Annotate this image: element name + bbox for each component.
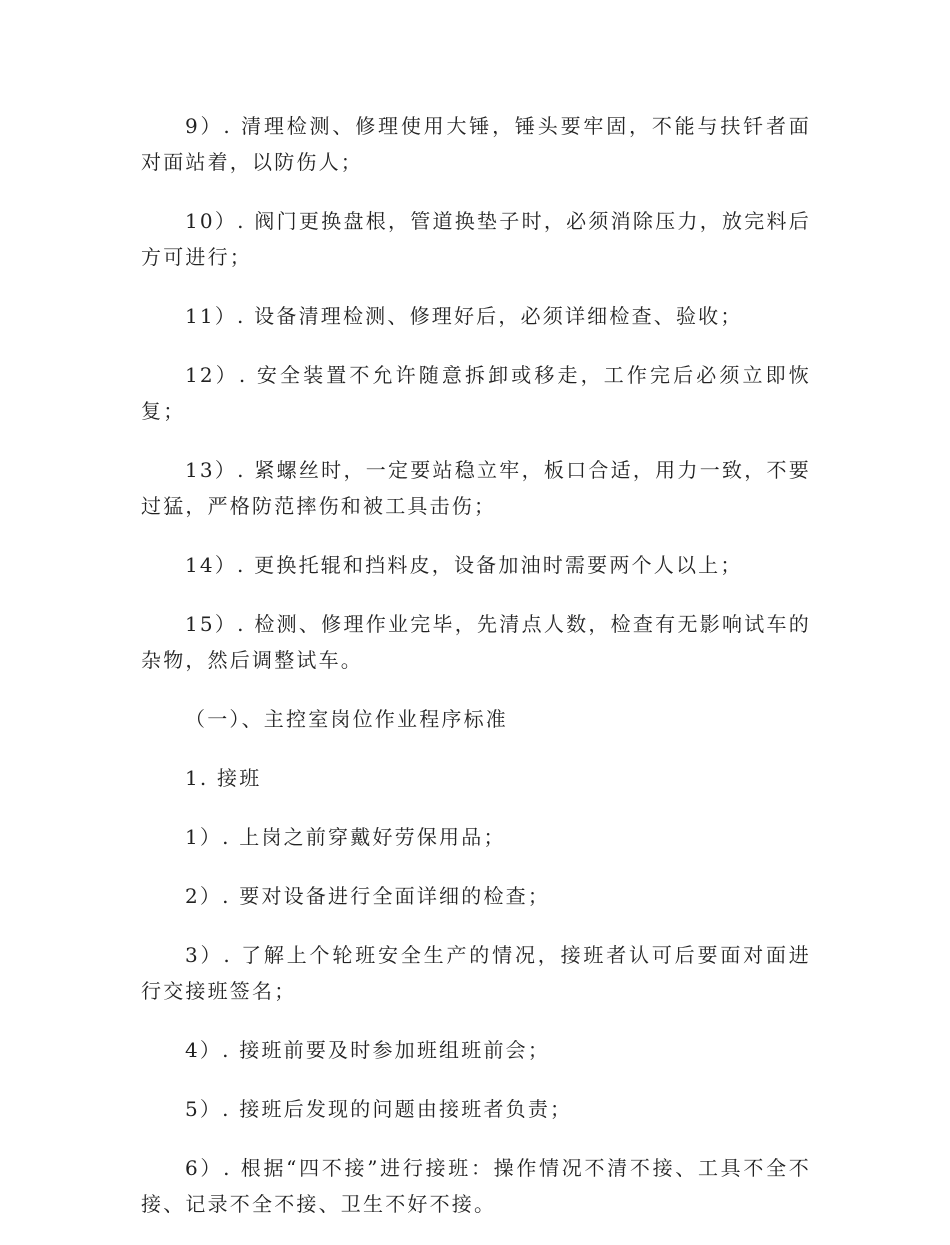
paragraph-item-13: 13）. 紧螺丝时，一定要站稳立牢，板口合适，用力一致，不要过猛，严格防范摔伤和被工具击伤； <box>141 458 811 518</box>
paragraph-item-11: 11）. 设备清理检测、修理好后，必须详细检查、验收； <box>185 304 743 328</box>
section-heading: （一）、主控室岗位作业程序标准 <box>185 707 508 731</box>
paragraph-item-4: 4）. 接班前要及时参加班组班前会； <box>185 1038 551 1062</box>
paragraph-item-12: 12）. 安全装置不允许随意拆卸或移走，工作完后必须立即恢复； <box>141 363 811 423</box>
document-body <box>141 108 811 1245</box>
paragraph-item-14: 14）. 更换托辊和挡料皮，设备加油时需要两个人以上； <box>185 553 743 577</box>
paragraph-item-10: 10）. 阀门更换盘根，管道换垫子时，必须消除压力，放完料后方可进行； <box>141 209 811 269</box>
paragraph-item-15: 15）. 检测、修理作业完毕，先清点人数，检查有无影响试车的杂物，然后调整试车。 <box>141 612 811 672</box>
paragraph-item-3: 3）. 了解上个轮班安全生产的情况，接班者认可后要面对面进行交接班签名； <box>141 943 811 1003</box>
paragraph-item-1: 1）. 上岗之前穿戴好劳保用品； <box>185 825 506 849</box>
subsection-heading: 1. 接班 <box>185 766 262 790</box>
paragraph-item-5: 5）. 接班后发现的问题由接班者负责； <box>185 1097 573 1121</box>
paragraph-item-2: 2）. 要对设备进行全面详细的检查； <box>185 884 551 908</box>
paragraph-item-9: 9）. 清理检测、修理使用大锤，锤头要牢固，不能与扶钎者面对面站着，以防伤人； <box>141 114 811 174</box>
paragraph-item-6: 6）. 根据“四不接”进行接班：操作情况不清不接、工具不全不接、记录不全不接、卫生不好不接。 <box>141 1156 811 1216</box>
